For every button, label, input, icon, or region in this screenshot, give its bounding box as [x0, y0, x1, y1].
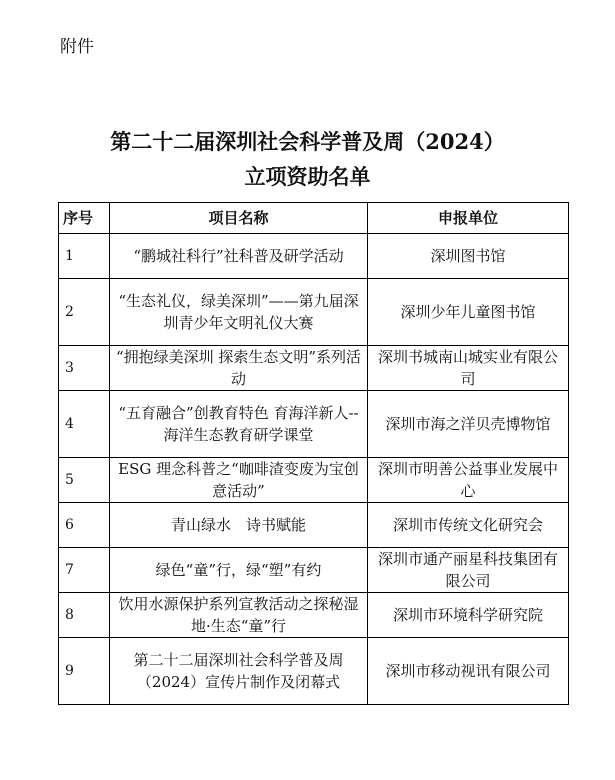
row-number: 4: [59, 391, 110, 458]
table-row: [59, 548, 569, 593]
applicant-org: 深圳市通产丽星科技集团有限公司: [368, 548, 569, 593]
table-row: [59, 346, 569, 391]
project-name: 饮用水源保护系列宣教活动之探秘湿地·生态“童”行: [110, 593, 368, 638]
applicant-org: 深圳市环境科学研究院: [368, 593, 569, 638]
project-name: “拥抱绿美深圳 探索生态文明”系列活动: [110, 346, 368, 391]
row-number: 1: [59, 234, 110, 279]
table-row: [59, 391, 569, 458]
row-number: 8: [59, 593, 110, 638]
header-index: 序号: [59, 203, 110, 234]
project-name: “鹏城社科行”社科普及研学活动: [110, 234, 368, 279]
table-row: [59, 593, 569, 638]
funding-list-table: [58, 202, 569, 705]
row-number: 3: [59, 346, 110, 391]
table-row: [59, 638, 569, 705]
document-title-line1: 第二十二届深圳社会科学普及周（2024）: [110, 129, 505, 154]
applicant-org: 深圳少年儿童图书馆: [368, 279, 569, 346]
row-number: 5: [59, 458, 110, 503]
project-name: 第二十二届深圳社会科学普及周（2024）宣传片制作及闭幕式: [110, 638, 368, 705]
project-name: ESG 理念科普之“咖啡渣变废为宝创意活动”: [110, 458, 368, 503]
applicant-org: 深圳市海之洋贝壳博物馆: [368, 391, 569, 458]
applicant-org: 深圳市传统文化研究会: [368, 503, 569, 548]
table-row: [59, 234, 569, 279]
row-number: 9: [59, 638, 110, 705]
table-row: [59, 279, 569, 346]
table-row: [59, 503, 569, 548]
applicant-org: 深圳书城南山城实业有限公司: [368, 346, 569, 391]
document-title-line2: 立项资助名单: [244, 164, 371, 189]
project-name: “五育融合”创教育特色 育海洋新人--海洋生态教育研学课堂: [110, 391, 368, 458]
row-number: 2: [59, 279, 110, 346]
header-project-name: 项目名称: [110, 203, 368, 234]
applicant-org: 深圳图书馆: [368, 234, 569, 279]
row-number: 6: [59, 503, 110, 548]
table-row: [59, 458, 569, 503]
table-header-row: [59, 203, 569, 234]
applicant-org: 深圳市明善公益事业发展中心: [368, 458, 569, 503]
project-name: “生态礼仪，绿美深圳”——第九届深圳青少年文明礼仪大赛: [110, 279, 368, 346]
row-number: 7: [59, 548, 110, 593]
header-applicant-org: 申报单位: [368, 203, 569, 234]
applicant-org: 深圳市移动视讯有限公司: [368, 638, 569, 705]
project-name: 青山绿水 诗书赋能: [110, 503, 368, 548]
project-name: 绿色“童”行，绿“塑”有约: [110, 548, 368, 593]
attachment-label: 附件: [60, 37, 94, 57]
